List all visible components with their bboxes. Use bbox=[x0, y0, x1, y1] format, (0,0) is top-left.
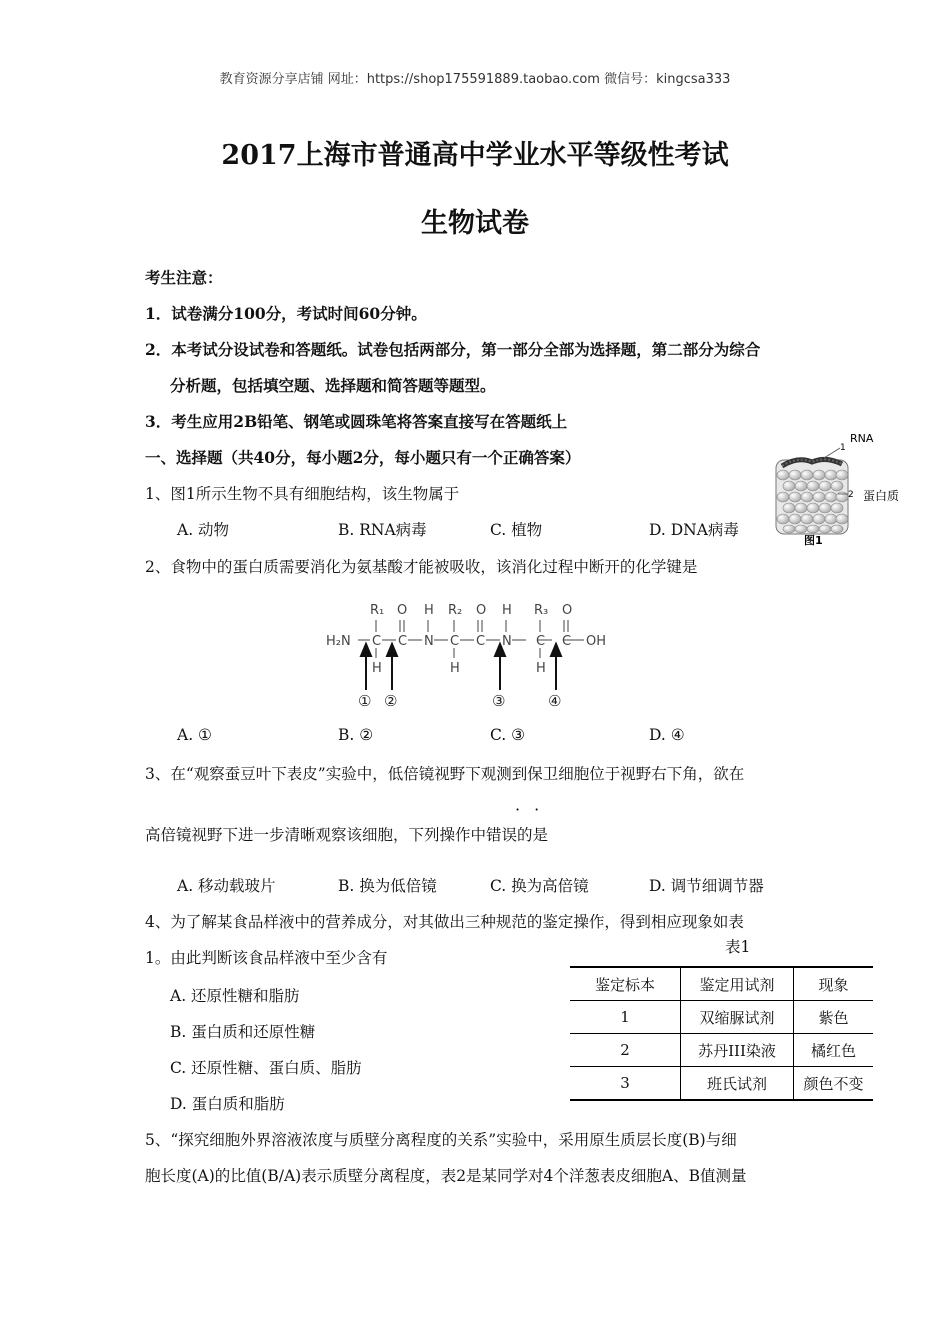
exam-title: 2017上海市普通高中学业水平等级性考试 bbox=[221, 140, 729, 171]
table-row bbox=[570, 1034, 873, 1067]
q2-option-a: A. ① bbox=[177, 726, 212, 744]
q4-option-d: D. 蛋白质和脂肪 bbox=[170, 1095, 285, 1113]
svg-text:C: C bbox=[450, 634, 460, 649]
figure-1-virus bbox=[768, 430, 913, 550]
q2-stem: 2、食物中的蛋白质需要消化为氨基酸才能被吸收，该消化过程中断开的化学键是 bbox=[145, 558, 698, 576]
q3-stem-line2: 高倍镜视野下进一步清晰观察该细胞，下列操作中错误的是 bbox=[145, 826, 549, 844]
svg-text:N: N bbox=[424, 634, 434, 649]
q5-stem-line2: 胞长度(A)的比值(B/A)表示质壁分离程度，表2是某同学对4个洋葱表皮细胞A、B值测量 bbox=[145, 1167, 747, 1185]
q4-option-b: B. 蛋白质和还原性糖 bbox=[170, 1023, 316, 1041]
table-cell: 双缩脲试剂 bbox=[681, 1001, 794, 1034]
bond-marker-1: ① bbox=[358, 692, 372, 710]
q1-stem: 1、图1所示生物不具有细胞结构，该生物属于 bbox=[145, 485, 460, 503]
svg-text:C: C bbox=[398, 634, 408, 649]
emphasis-dots: ·· bbox=[515, 800, 554, 819]
q1-option-a: A. 动物 bbox=[177, 521, 230, 539]
fig1-caption: 图1 bbox=[804, 534, 823, 547]
q1-option-b: B. RNA病毒 bbox=[338, 521, 427, 539]
table-cell: 班氏试剂 bbox=[681, 1067, 794, 1101]
bond-marker-4: ④ bbox=[548, 692, 562, 710]
table-cell: 紫色 bbox=[794, 1001, 874, 1034]
q3-option-d: D. 调节细调节器 bbox=[649, 877, 764, 895]
table-header-cell: 现象 bbox=[794, 967, 874, 1001]
table-cell: 苏丹III染液 bbox=[681, 1034, 794, 1067]
svg-text:H: H bbox=[424, 603, 434, 618]
table-header-row bbox=[570, 967, 873, 1001]
page-header: 教育资源分享店铺 网址：https://shop175591889.taobao.com 微信号：kingcsa333 bbox=[219, 72, 731, 87]
table-1 bbox=[570, 966, 873, 1101]
bond-marker-2: ② bbox=[384, 692, 398, 710]
q1-option-d: D. DNA病毒 bbox=[649, 521, 739, 539]
svg-text:C: C bbox=[476, 634, 486, 649]
q2-option-c: C. ③ bbox=[490, 726, 526, 744]
carboxyl-group: OH bbox=[586, 634, 607, 649]
r3-label: R₃ bbox=[534, 603, 549, 618]
table-cell: 橘红色 bbox=[794, 1034, 874, 1067]
r1-label: R₁ bbox=[370, 603, 385, 618]
q3-option-c: C. 换为高倍镜 bbox=[490, 877, 589, 895]
notice-heading: 考生注意： bbox=[145, 268, 223, 287]
svg-text:H: H bbox=[502, 603, 512, 618]
notice-2b: 分析题，包括填空题、选择题和简答题等题型。 bbox=[170, 376, 496, 395]
q2-option-b: B. ② bbox=[338, 726, 374, 744]
amino-group: H₂N bbox=[326, 634, 351, 649]
svg-text:H: H bbox=[372, 661, 382, 676]
peptide-structure-diagram bbox=[322, 592, 622, 712]
svg-text:O: O bbox=[397, 603, 408, 618]
exam-subtitle: 生物试卷 bbox=[421, 208, 529, 239]
q5-stem-line1: 5、“探究细胞外界溶液浓度与质壁分离程度的关系”实验中，采用原生质层长度(B)与细 bbox=[145, 1131, 737, 1149]
notice-3: 3．考生应用2B铅笔、钢笔或圆珠笔将答案直接写在答题纸上 bbox=[145, 412, 568, 431]
table-header-cell: 鉴定用试剂 bbox=[681, 967, 794, 1001]
svg-text:O: O bbox=[476, 603, 487, 618]
notice-1: 1．试卷满分100分，考试时间60分钟。 bbox=[145, 304, 427, 323]
table-header-cell: 鉴定标本 bbox=[570, 967, 681, 1001]
q3-stem-line1: 3、在“观察蚕豆叶下表皮”实验中，低倍镜视野下观测到保卫细胞位于视野右下角，欲在 bbox=[145, 765, 745, 783]
svg-text:C: C bbox=[372, 634, 382, 649]
q2-option-d: D. ④ bbox=[649, 726, 685, 744]
section-1-heading: 一、选择题（共40分，每小题2分，每小题只有一个正确答案） bbox=[145, 448, 581, 467]
table-cell: 1 bbox=[570, 1001, 681, 1034]
q1-option-c: C. 植物 bbox=[490, 521, 543, 539]
table-cell: 颜色不变 bbox=[794, 1067, 874, 1101]
table-cell: 2 bbox=[570, 1034, 681, 1067]
fig1-label-1: 1 bbox=[840, 443, 846, 453]
q3-emphasis-word: 错误 bbox=[486, 826, 518, 844]
svg-text:H: H bbox=[536, 661, 546, 676]
svg-text:C: C bbox=[536, 634, 546, 649]
q3-option-b: B. 换为低倍镜 bbox=[338, 877, 437, 895]
fig1-label-2: 2 bbox=[848, 490, 854, 500]
svg-text:O: O bbox=[562, 603, 573, 618]
svg-text:N: N bbox=[502, 634, 512, 649]
bond-marker-3: ③ bbox=[492, 692, 506, 710]
fig1-label-protein: 蛋白质 bbox=[863, 489, 900, 503]
q4-stem-line1: 4、为了解某食品样液中的营养成分，对其做出三种规范的鉴定操作，得到相应现象如表 bbox=[145, 913, 744, 931]
table-1-title: 表1 bbox=[725, 938, 751, 956]
fig1-label-rna: RNA bbox=[850, 432, 874, 445]
q4-stem-line2: 1。由此判断该食品样液中至少含有 bbox=[145, 949, 388, 967]
r2-label: R₂ bbox=[448, 603, 463, 618]
q3-option-a: A. 移动载玻片 bbox=[177, 877, 276, 895]
svg-text:C: C bbox=[562, 634, 572, 649]
q4-option-c: C. 还原性糖、蛋白质、脂肪 bbox=[170, 1059, 362, 1077]
svg-text:H: H bbox=[450, 661, 460, 676]
table-row bbox=[570, 1001, 873, 1034]
q4-option-a: A. 还原性糖和脂肪 bbox=[170, 987, 300, 1005]
table-row bbox=[570, 1067, 873, 1101]
table-cell: 3 bbox=[570, 1067, 681, 1101]
notice-2a: 2．本考试分设试卷和答题纸。试卷包括两部分，第一部分全部为选择题，第二部分为综合 bbox=[145, 340, 761, 359]
